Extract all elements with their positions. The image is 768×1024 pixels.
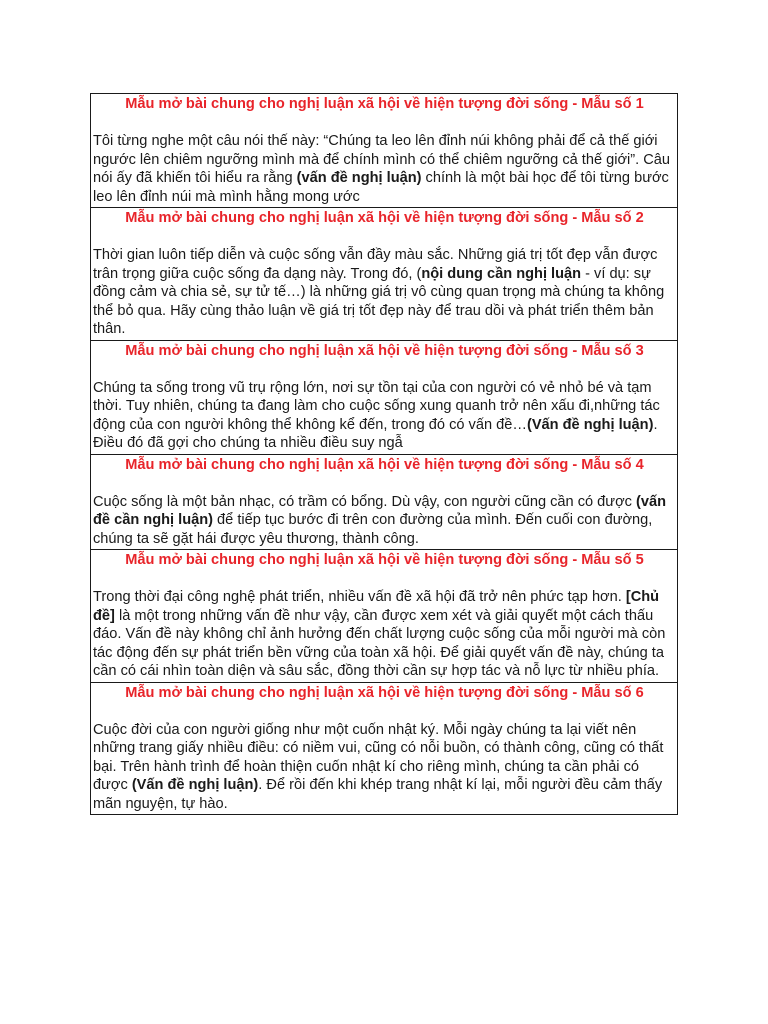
highlighted-placeholder: [Chủ đề] bbox=[93, 589, 660, 624]
sample-cell bbox=[91, 94, 678, 208]
highlighted-placeholder: (vấn đề nghị luận) bbox=[296, 170, 422, 186]
highlighted-placeholder: (Vấn đề nghị luận) bbox=[131, 777, 259, 793]
sample-row-2 bbox=[91, 208, 678, 341]
sample-title: Mẫu mở bài chung cho nghị luận xã hội về hiện tượng đời sống - Mẫu số 2 bbox=[125, 210, 644, 226]
body-text: để tiếp tục bước đi trên con đường của mình. Đến cuối con đường, chúng ta sẽ gặt hái được yêu thương, thành công. bbox=[93, 512, 653, 547]
sample-body bbox=[93, 588, 676, 681]
body-text: Thời gian luôn tiếp diễn và cuộc sống vẫn đầy màu sắc. Những giá trị tốt đẹp vẫn được trân trọng giữa cuộc sống đa dạng này. Trong đó, ( bbox=[93, 247, 658, 282]
sample-row-6 bbox=[91, 682, 678, 815]
highlighted-placeholder: nội dung cần nghị luận bbox=[421, 265, 582, 282]
sample-body bbox=[93, 379, 676, 453]
sample-title: Mẫu mở bài chung cho nghị luận xã hội về hiện tượng đời sống - Mẫu số 6 bbox=[125, 684, 644, 701]
body-text: Trong thời đại công nghệ phát triển, nhiều vấn đề xã hội đã trở nên phức tạp hơn. bbox=[93, 589, 626, 605]
sample-cell bbox=[91, 340, 678, 454]
body-text: chính là một bài học để tôi từng bước leo lên đỉnh núi mà mình hằng mong ước bbox=[93, 170, 669, 205]
sample-cell bbox=[91, 682, 678, 815]
samples-table bbox=[90, 93, 678, 815]
sample-body bbox=[93, 493, 676, 549]
body-text: . Để rồi đến khi khép trang nhật kí lại, mỗi người đều cảm thấy mãn nguyện, tự hào. bbox=[93, 777, 663, 812]
sample-title: Mẫu mở bài chung cho nghị luận xã hội về hiện tượng đời sống - Mẫu số 1 bbox=[125, 96, 644, 112]
sample-cell bbox=[91, 454, 678, 550]
body-text: Cuộc sống là một bản nhạc, có trầm có bổng. Dù vậy, con người cũng cần có được bbox=[93, 493, 636, 510]
sample-row-5 bbox=[91, 550, 678, 683]
body-text: - ví dụ: sự đồng cảm và chia sẻ, sự tử tế…) là những giá trị vô cùng quan trọng mà chúng ta không thể bỏ qua. Hãy cùng thảo luận về giá trị tốt đẹp này để trau dồi và phát triển thêm bản thân. bbox=[93, 265, 665, 337]
sample-cell bbox=[91, 550, 678, 683]
sample-row-3 bbox=[91, 340, 678, 454]
body-text: Chúng ta sống trong vũ trụ rộng lớn, nơi sự tồn tại của con người có vẻ nhỏ bé và tạm thời. Tuy nhiên, chúng ta đang làm cho cuộc sống xung quanh trở nên xấu đi,những tác động của con người không thể không kể đến, trong đó có vấn đề… bbox=[93, 379, 660, 433]
body-text: . Điều đó đã gợi cho chúng ta nhiều điều suy ngẫ bbox=[93, 416, 658, 451]
body-text: là một trong những vấn đề như vậy, cần được xem xét và giải quyết một cách thấu đáo. Vấn đề này không chỉ ảnh hưởng đến chất lượng cuộc sống của mỗi người mà còn tác động đến sự phát triển bền vững của toàn xã hội. Để giải quyết vấn đề này, chúng ta cần có cái nhìn toàn diện và sâu sắc, đồng thời cần sự hợp tác và nỗ lực từ nhiều phía. bbox=[93, 607, 666, 679]
highlighted-placeholder: (Vấn đề nghị luận) bbox=[526, 416, 654, 433]
sample-title: Mẫu mở bài chung cho nghị luận xã hội về hiện tượng đời sống - Mẫu số 3 bbox=[125, 342, 644, 359]
sample-title: Mẫu mở bài chung cho nghị luận xã hội về hiện tượng đời sống - Mẫu số 5 bbox=[125, 552, 644, 568]
sample-body bbox=[93, 246, 676, 339]
sample-row-1 bbox=[91, 94, 678, 208]
sample-cell bbox=[91, 208, 678, 341]
body-text: Cuộc đời của con người giống như một cuốn nhật ký. Mỗi ngày chúng ta lại viết nên những trang giấy nhiều điều: có niềm vui, cũng có nỗi buồn, có thành công, cũng có thất bại. Trên hành trình để hoàn thiện cuốn nhật kí cho riêng mình, chúng ta cần phải có được bbox=[93, 721, 664, 793]
sample-body bbox=[93, 721, 676, 814]
sample-row-4 bbox=[91, 454, 678, 550]
sample-title: Mẫu mở bài chung cho nghị luận xã hội về hiện tượng đời sống - Mẫu số 4 bbox=[125, 456, 644, 473]
body-text: Tôi từng nghe một câu nói thế này: “Chúng ta leo lên đỉnh núi không phải để cả thế giới ngước lên chiêm ngưỡng mình mà để chính mình có thể chiêm ngưỡng cả thế giới”. Câu nói ấy đã khiến tôi hiểu ra rằng bbox=[93, 133, 671, 186]
sample-body bbox=[93, 132, 676, 206]
highlighted-placeholder: (vấn đề cần nghị luận) bbox=[93, 493, 667, 528]
